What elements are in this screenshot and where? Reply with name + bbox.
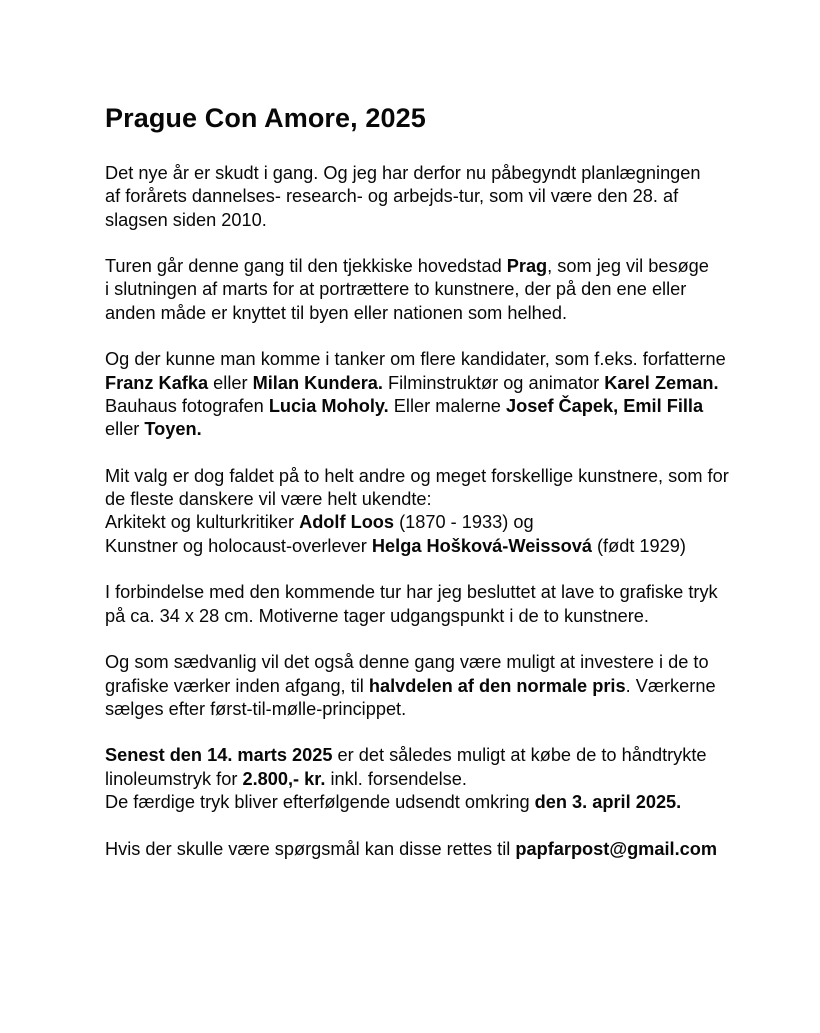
text-run: eller [208,372,253,393]
paragraph [105,162,732,232]
email-address: papfarpost@gmail.com [515,838,718,859]
text-run: Det nye år er skudt i gang. Og jeg har derfor nu påbegyndt planlægningen [105,163,701,183]
bold-text-run: Karel Zeman. [604,372,719,393]
text-run: i slutningen af marts for at portrættere to kunstnere, der på den ene eller [105,279,687,300]
paragraph [105,581,732,628]
text-run: Mit valg er dog faldet på to helt andre og meget forskellige kunstnere, som for [105,465,729,486]
bold-text-run: Helga Hošková-Weissová [371,535,592,556]
text-run: på ca. 34 x 28 cm. Motiverne tager udgangspunkt i de to kunstnere. [105,605,649,626]
bold-text-run: den 3. april 2025. [534,792,682,813]
text-run: Eller malerne [388,395,506,416]
bold-text-run: halvdelen af den normale pris [368,675,626,696]
text-run: inkl. forsendelse. [325,768,467,789]
text-run: Og som sædvanlig vil det også denne gang være muligt at investere i de to [105,652,709,673]
text-run: Og der kunne man komme i tanker om flere kandidater, som f.eks. forfatterne [105,349,726,370]
paragraph [105,744,732,814]
text-run: anden måde er knyttet til byen eller nationen som helhed. [105,302,568,323]
text-run: de fleste danskere vil være helt ukendte: [105,489,432,510]
document-body [105,162,732,861]
text-run: er det således muligt at købe de to håndtrykte [332,745,707,766]
text-run: sælges efter først-til-mølle-princippet. [105,698,407,719]
text-run: (1870 - 1933) og [394,512,534,533]
text-run: af forårets dannelses- research- og arbejds-tur, som vil være den 28. af [105,186,679,207]
bold-text-run: Lucia Moholy. [268,395,389,416]
paragraph [105,348,732,441]
text-run: Turen går denne gang til den tjekkiske hovedstad [105,256,507,277]
text-run: (født 1929) [591,535,686,556]
text-run: De færdige tryk bliver efterfølgende udsendt omkring [105,792,535,813]
text-run: Arkitekt og kulturkritiker [105,512,300,533]
text-run: grafiske værker inden afgang, til [105,675,369,696]
paragraph [105,838,732,861]
text-run: . Værkerne [625,675,716,696]
text-run: Bauhaus fotografen [105,395,269,416]
paragraph [105,651,732,721]
text-run: I forbindelse med den kommende tur har jeg besluttet at lave to grafiske tryk [105,582,718,603]
bold-text-run: Senest den 14. marts 2025 [105,745,333,766]
paragraph [105,465,732,558]
text-run: , som jeg vil besøge [547,256,709,277]
bold-text-run: Toyen. [144,419,202,440]
text-run: Filminstruktør og animator [382,372,605,393]
text-run: Kunstner og holocaust-overlever [105,535,372,556]
text-run: eller [105,419,145,440]
document-title: Prague Con Amore, 2025 [105,103,426,133]
bold-text-run: Milan Kundera. [252,372,383,393]
bold-text-run: Josef Čapek, Emil Filla [505,395,704,416]
paragraph [105,255,732,325]
text-run: Hvis der skulle være spørgsmål kan disse rettes til [105,838,516,859]
text-run: slagsen siden 2010. [105,209,267,230]
bold-text-run: Prag [506,256,548,277]
bold-text-run: 2.800,- kr. [242,768,326,789]
bold-text-run: Adolf Loos [299,512,395,533]
bold-text-run: Franz Kafka [105,372,209,393]
text-run: linoleumstryk for [105,768,243,789]
